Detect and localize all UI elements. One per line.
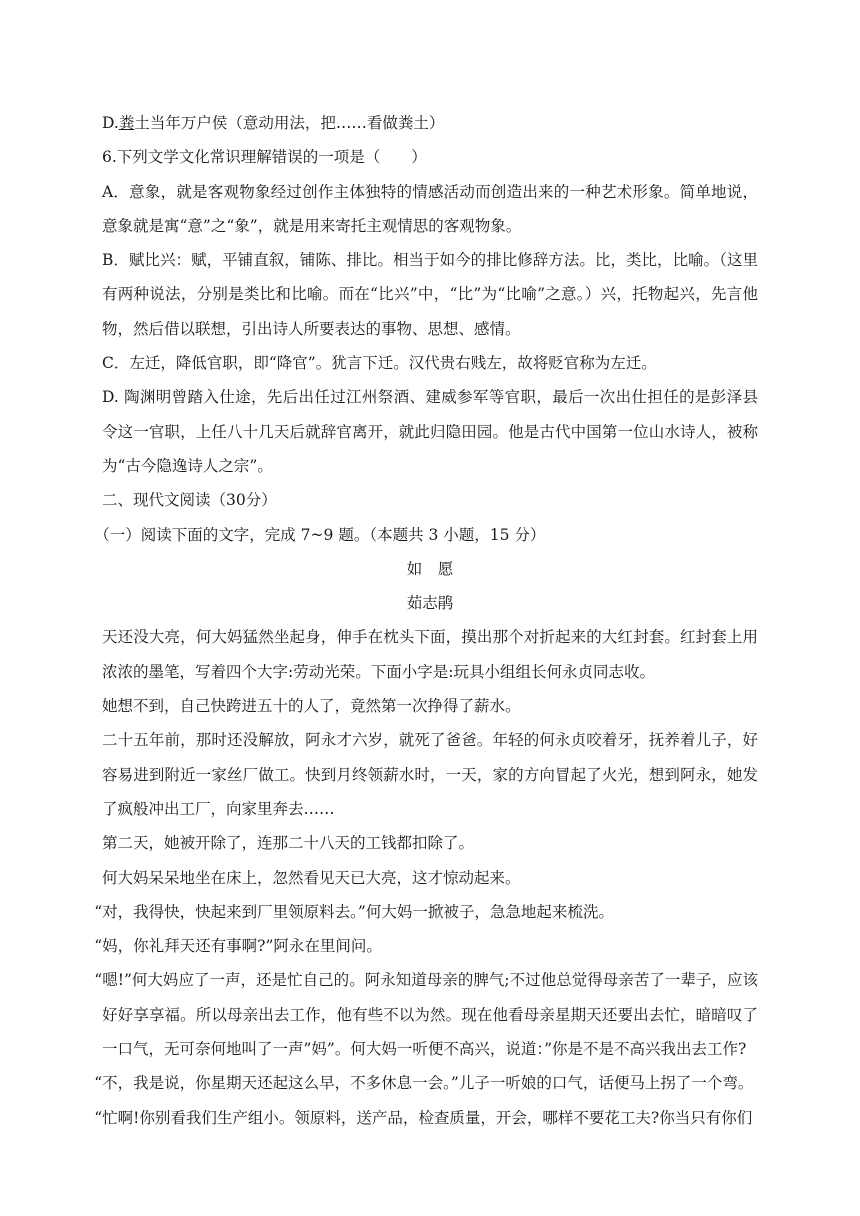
option-b: B．赋比兴：赋，平铺直叙，铺陈、排比。相当于如今的排比修辞方法。比，类比，比喻。（这里有两种说法，分别是类比和比喻。而在“比兴”中，“比”为“比喻”之意。）兴，托物起兴，先言他物，然后借以联想，引出诗人所要表达的事物、思想、感情。 — [102, 251, 758, 338]
section-heading: 二、现代文阅读（30分） — [102, 491, 277, 510]
question-6: 6.下列文学文化常识理解错误的一项是（ ） — [102, 148, 427, 167]
paragraph: “忙啊!你别看我们生产组小。领原料，送产品，检查质量，开会，哪样不要花工夫?你当只有你们 — [94, 1108, 753, 1127]
option-a: A．意象，就是客观物象经过创作主体独特的情感活动而创造出来的一种艺术形象。简单地说，意象就是寓“意”之“象”，就是用来寄托主观情思的客观物象。 — [102, 182, 758, 235]
paragraph: 二十五年前，那时还没解放，阿永才六岁，就死了爸爸。年轻的何永贞咬着牙，抚养着儿子，好容易进到附近一家丝厂做工。快到月终领薪水时，一天，家的方向冒起了火光，想到阿永，她发了疯般冲出工厂，向家里奔去…… — [102, 731, 758, 818]
paragraph: 第二天，她被开除了，连那二十八天的工钱都扣除了。 — [102, 834, 475, 853]
paragraph: “嗯!”何大妈应了一声，还是忙自己的。阿永知道母亲的脾气;不过他总觉得母亲苦了一辈子，应该好好享享福。所以母亲出去工作，他有些不以为然。现在他看母亲星期天还要出去忙，暗暗叹了一口气，无可奈何地叫了一声”妈”。何大妈一听便不高兴，说道：”你是不是不高兴我出去工作? — [94, 971, 758, 1059]
paragraph: “不，我是说，你星期天还起这么早，不多休息一会。”儿子一听娘的口气，话便马上拐了一个弯。 — [94, 1074, 754, 1093]
paragraph: “妈，你礼拜天还有事啊?”阿永在里间问。 — [94, 937, 382, 956]
subsection-heading: （一）阅读下面的文字，完成 7~9 题。（本题共 3 小题，15 分） — [94, 525, 546, 544]
option-d: D. 陶渊明曾踏入仕途，先后出任过江州祭酒、建威参军等官职，最后一次出仕担任的是彭泽县令这一官职，上任八十几天后就辞官离开，就此归隐田园。他是古代中国第一位山水诗人，被称为“古今隐逸诗人之宗”。 — [102, 388, 758, 475]
paragraph: “对，我得快，快起来到厂里领原料去。”何大妈一掀被子，急急地起来梳洗。 — [94, 902, 614, 921]
paragraph: 何大妈呆呆地坐在床上，忽然看见天已大亮，这才惊动起来。 — [102, 868, 521, 887]
option-c: C．左迁，降低官职，即“降官”。犹言下迁。汉代贵右贱左，故将贬官称为左迁。 — [102, 354, 657, 373]
option-d-prefix: D. — [102, 114, 119, 132]
story-title: 如 愿 — [406, 559, 454, 578]
option-d-rest: 土当年万户侯（意动用法，把……看做粪土） — [134, 114, 445, 132]
option-d-prev-question — [102, 106, 758, 140]
paragraph: 她想不到，自己快跨进五十的人了，竟然第一次挣得了薪水。 — [102, 697, 521, 716]
underlined-char: 粪 — [118, 114, 135, 132]
document-body — [94, 106, 758, 1135]
paragraph: 天还没大亮，何大妈猛然坐起身，伸手在枕头下面，摸出那个对折起来的大红封套。红封套上用浓浓的墨笔，写着四个大字:劳动光荣。下面小字是:玩具小组组长何永贞同志收。 — [102, 628, 758, 681]
story-author: 茹志鹃 — [406, 594, 454, 613]
